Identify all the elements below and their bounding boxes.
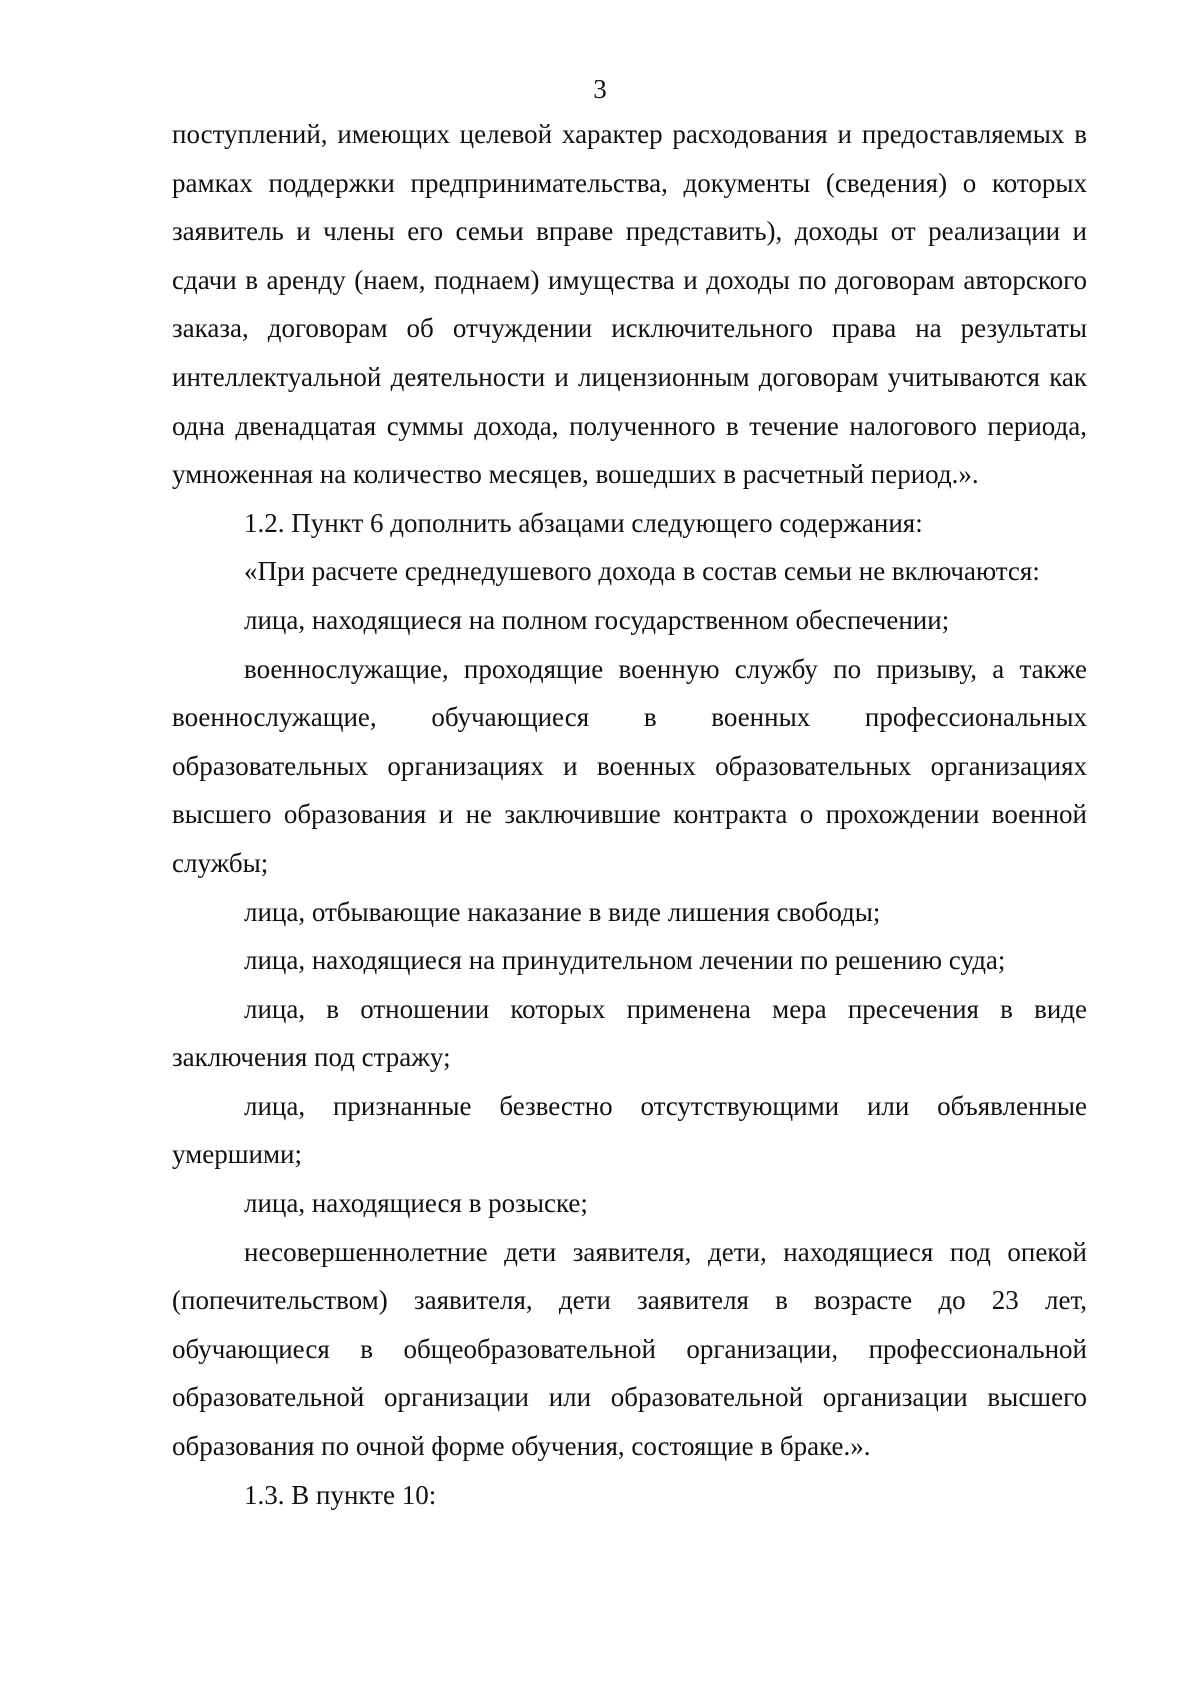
page-number: 3 — [593, 74, 607, 104]
paragraph-continuation: поступлений, имеющих целевой характер расходования и предоставляемых в рамках поддержки предпринимательства, документы (сведения) о которых заявитель и члены его семьи вправе представить), доходы от реализации и сдачи в аренду (наем, поднаем) имущества и доходы по договорам авторского заказа, договорам об отчуждении исключительного права на результаты интеллектуальной деятельности и лицензионным договорам учитываются как одна двенадцатая суммы дохода, полученного в течение налогового периода, умноженная на количество месяцев, вошедших в расчетный период.». — [172, 119, 1087, 490]
paragraph-item-1-3: 1.3. В пункте 10: — [244, 1479, 437, 1510]
document-body — [172, 110, 1087, 1519]
paragraph-custody: лица, в отношении которых применена мера пресечения в виде заключения под стражу; — [172, 993, 1087, 1073]
paragraph-missing-or-deceased: лица, признанные безвестно отсутствующими или объявленные умершими; — [172, 1090, 1087, 1170]
paragraph-item-1-2: 1.2. Пункт 6 дополнить абзацами следующего содержания: — [244, 507, 923, 538]
paragraph-compulsory-treatment: лица, находящиеся на принудительном лечении по решению суда; — [244, 945, 1006, 976]
paragraph-military: военнослужащие, проходящие военную службу по призыву, а также военнослужащие, обучающиеся в военных профессиональных образовательных организациях и военных образовательных организациях высшего образования и не заключившие контракта о прохождении военной службы; — [172, 653, 1087, 878]
paragraph-state-support: лица, находящиеся на полном государственном обеспечении; — [244, 604, 950, 635]
paragraph-imprisonment: лица, отбывающие наказание в виде лишения свободы; — [244, 896, 881, 927]
paragraph-wanted: лица, находящиеся в розыске; — [244, 1188, 588, 1219]
paragraph-quote-start: «При расчете среднедушевого дохода в состав семьи не включаются: — [244, 556, 1040, 587]
paragraph-married-children: несовершеннолетние дети заявителя, дети, находящиеся под опекой (попечительством) заявителя, дети заявителя в возрасте до 23 лет, обучающиеся в общеобразовательной организации, профессиональной образовательной организации или образовательной организации высшего образования по очной форме обучения, состоящие в браке.». — [172, 1236, 1087, 1462]
